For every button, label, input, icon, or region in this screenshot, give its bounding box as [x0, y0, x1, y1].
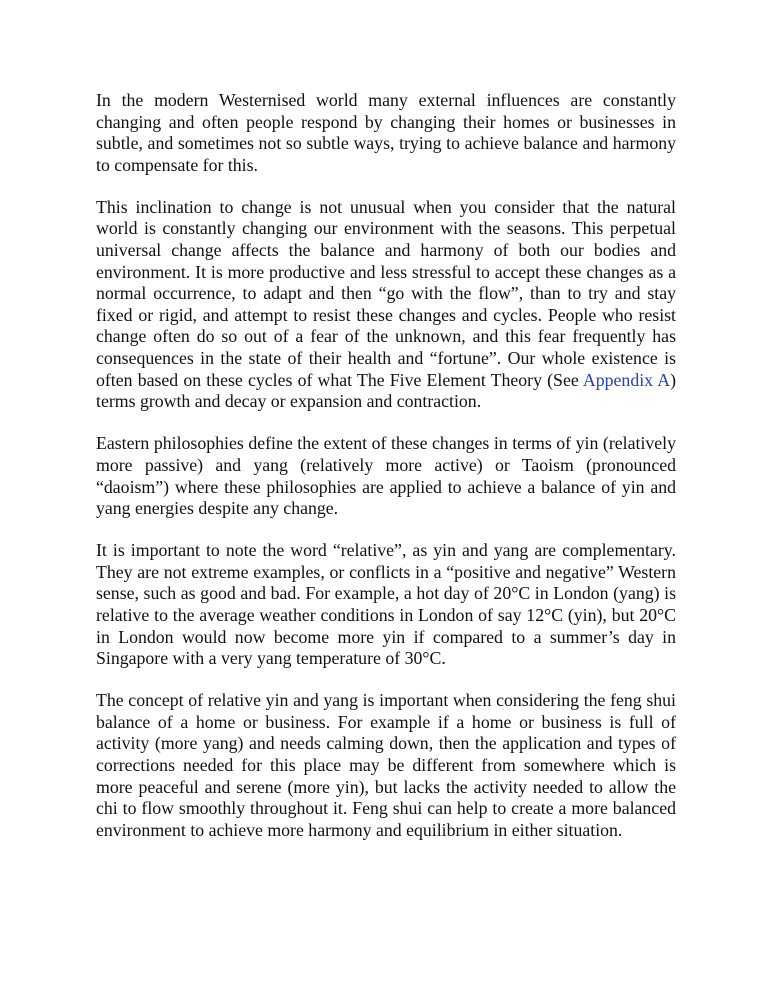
appendix-a-link[interactable]: Appendix A	[582, 369, 671, 390]
paragraph-relative-yin-yang: It is important to note the word “relative”, as yin and yang are complementary. They are not extreme examples, or conflicts in a “positive and negative” Western sense, such as good and bad. For example, a hot day of 20°C in London (yang) is relative to the average weather conditions in London of say 12°C (yin), but 20°C in London would now become more yin if compared to a summer’s day in Singapore with a very yang temperature of 30°C.	[96, 540, 676, 669]
paragraph-feng-shui-balance: The concept of relative yin and yang is important when considering the feng shui balance of a home or business. For example if a home or business is full of activity (more yang) and needs calming down, then the application and types of corrections needed for this place may be different from somewhere which is more peaceful and serene (more yin), but lacks the activity needed to allow the chi to flow smoothly throughout it. Feng shui can help to create a more balanced environment to achieve more harmony and equilibrium in either situation.	[96, 690, 676, 840]
paragraph-text-after-link: ) terms growth and decay or expansion and contraction.	[96, 369, 676, 412]
paragraph-text-before-link: This inclination to change is not unusual when you consider that the natural world is constantly changing our environment with the seasons. This perpetual universal change affects the balance and harmony of both our bodies and environment. It is more productive and less stressful to accept these changes as a normal occurrence, to adapt and then “go with the flow”, than to try and stay fixed or rigid, and attempt to resist these changes and cycles. People who resist change often do so out of a fear of the unknown, and this fear frequently has consequences in the state of their health and “fortune”. Our whole existence is often based on these cycles of what The Five Element Theory (See	[96, 196, 676, 390]
document-body	[96, 90, 676, 862]
paragraph-inclination-to-change	[96, 197, 676, 413]
paragraph-eastern-philosophies: Eastern philosophies define the extent of these changes in terms of yin (relatively more passive) and yang (relatively more active) or Taoism (pronounced “daoism”) where these philosophies are applied to achieve a balance of yin and yang energies despite any change.	[96, 433, 676, 519]
paragraph-westernised-world: In the modern Westernised world many external influences are constantly changing and often people respond by changing their homes or businesses in subtle, and sometimes not so subtle ways, trying to achieve balance and harmony to compensate for this.	[96, 90, 676, 175]
